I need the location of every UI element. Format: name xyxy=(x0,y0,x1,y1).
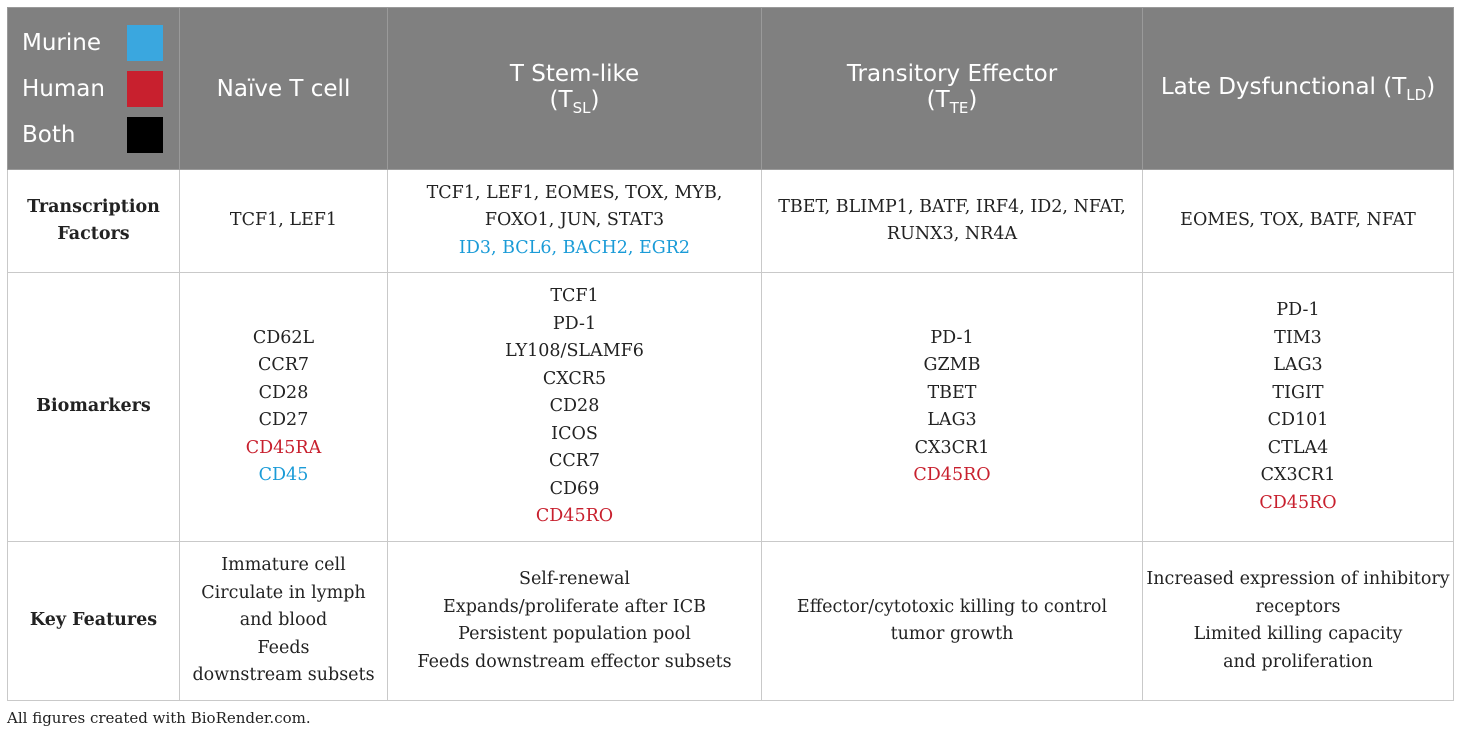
header-row xyxy=(8,8,1454,170)
row-label-transcription-factors: Transcription Factors xyxy=(8,170,180,273)
kf-naive: Immature cell Circulate in lymph and blood Feeds downstream subsets xyxy=(180,542,388,701)
tf-stem-like: TCF1, LEF1, EOMES, TOX, MYB, FOXO1, JUN, STAT3 ID3, BCL6, BACH2, EGR2 xyxy=(388,170,762,273)
legend-label-murine: Murine xyxy=(22,29,101,56)
legend-item-both xyxy=(22,112,179,158)
row-key-features xyxy=(8,542,1454,701)
tf-naive: TCF1, LEF1 xyxy=(180,170,388,273)
row-transcription-factors xyxy=(8,170,1454,273)
human-swatch xyxy=(127,71,163,107)
both-swatch xyxy=(127,117,163,153)
tf-transitory-effector: TBET, BLIMP1, BATF, IRF4, ID2, NFAT, RUNX3, NR4A xyxy=(762,170,1143,273)
legend-item-murine xyxy=(22,20,179,66)
legend-label-both: Both xyxy=(22,121,76,148)
header-naive: Naïve T cell xyxy=(180,8,388,170)
row-label-key-features: Key Features xyxy=(8,542,180,701)
bio-late-dysfunctional: PD-1 TIM3 LAG3 TIGIT CD101 CTLA4 CX3CR1 CD45RO xyxy=(1143,273,1454,542)
footer-credit: All figures created with BioRender.com. xyxy=(7,709,311,727)
kf-late-dysfunctional: Increased expression of inhibitory receptors Limited killing capacity and proliferation xyxy=(1143,542,1454,701)
row-label-biomarkers: Biomarkers xyxy=(8,273,180,542)
header-transitory-effector: Transitory Effector $(T_{TE})$ xyxy=(762,8,1143,170)
header-stem-like: T Stem-like $(T_{SL})$ xyxy=(388,8,762,170)
legend-item-human xyxy=(22,66,179,112)
bio-naive: CD62L CCR7 CD28 CD27 CD45RA CD45 xyxy=(180,273,388,542)
bio-stem-like: TCF1 PD-1 LY108/SLAMF6 CXCR5 CD28 ICOS CCR7 CD69 CD45RO xyxy=(388,273,762,542)
kf-transitory-effector: Effector/cytotoxic killing to control tumor growth xyxy=(762,542,1143,701)
murine-swatch xyxy=(127,25,163,61)
legend xyxy=(8,8,180,170)
kf-stem-like: Self-renewal Expands/proliferate after ICB Persistent population pool Feeds downstream effector subsets xyxy=(388,542,762,701)
legend-label-human: Human xyxy=(22,75,105,102)
t-cell-subsets-table xyxy=(7,7,1454,701)
table-wrapper xyxy=(7,7,1454,701)
bio-transitory-effector: PD-1 GZMB TBET LAG3 CX3CR1 CD45RO xyxy=(762,273,1143,542)
tf-late-dysfunctional: EOMES, TOX, BATF, NFAT xyxy=(1143,170,1454,273)
header-late-dysfunctional: Late Dysfunctional $(T_{LD})$ xyxy=(1143,8,1454,170)
row-biomarkers xyxy=(8,273,1454,542)
